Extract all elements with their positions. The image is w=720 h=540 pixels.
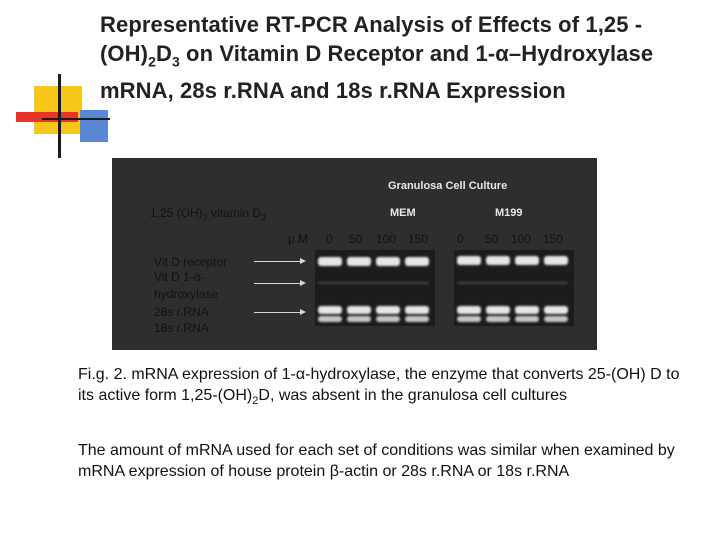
pm-unit-label: p.M (288, 232, 309, 246)
treatment-label: 1,25 $(OH)_2$ vitamin $D_3$ (150, 206, 267, 223)
dose-m199-100: 100 (511, 232, 532, 246)
group-label-mem: MEM (390, 207, 416, 219)
band-18s-mem-50 (347, 316, 371, 322)
band-vdr-mem-0 (318, 257, 342, 266)
dose-m199-50: 50 (485, 232, 499, 246)
band-18s-m199-100 (515, 316, 539, 322)
band-vdr-mem-50 (347, 257, 371, 266)
title-part3: on Vitamin D Receptor and 1-α–Hydroxylase mRNA, 28s r.RNA and 18s r.RNA Expression (100, 41, 654, 104)
band-vdr-m199-0 (457, 256, 481, 265)
row-label-hydroxylase-2: hydroxylase (154, 287, 219, 301)
band-28s-m199-50 (486, 306, 510, 314)
band-18s-mem-0 (318, 316, 342, 322)
decor-horizontal-line (42, 118, 110, 120)
title-part1: Representative RT-PCR Analysis of Effects of 1,25 -(OH) (100, 12, 643, 66)
dose-mem-150: 150 (408, 232, 429, 246)
slide-title (100, 10, 710, 105)
band-vdr-m199-100 (515, 256, 539, 265)
band-18s-m199-50 (486, 316, 510, 322)
decor-vertical-line (58, 74, 61, 158)
band-hydroxylase-mem (318, 282, 429, 284)
band-28s-mem-100 (376, 306, 400, 314)
band-18s-mem-100 (376, 316, 400, 322)
dose-mem-50: 50 (349, 232, 363, 246)
dose-mem-0: 0 (326, 232, 333, 246)
band-hydroxylase-m199 (457, 282, 568, 284)
decor-blue-square (80, 110, 108, 142)
row-label-hydroxylase-1: Vit D 1-α- (154, 270, 205, 284)
band-28s-mem-50 (347, 306, 371, 314)
row-label-28s: 28s r.RNA (154, 305, 209, 319)
band-18s-mem-150 (405, 316, 429, 322)
dose-m199-150: 150 (543, 232, 564, 246)
arrow-vdr (254, 261, 304, 262)
band-28s-m199-0 (457, 306, 481, 314)
caption-figure: Fi.g. 2. mRNA expression of 1-α-hydroxylase, the enzyme that converts 25-(OH) D to its active form $1,25-(OH)_2D$, was absent in the granulosa cell cultures (78, 366, 680, 408)
band-18s-m199-150 (544, 316, 568, 322)
band-vdr-mem-100 (376, 257, 400, 266)
row-label-vdr: Vit D receptor (154, 255, 228, 269)
title-sub1: 2 (148, 53, 156, 70)
band-18s-m199-0 (457, 316, 481, 322)
decor-red-bar (16, 112, 78, 122)
dose-mem-100: 100 (376, 232, 397, 246)
row-label-18s: 18s r.RNA (154, 321, 209, 335)
group-label-m199: M199 (495, 207, 523, 219)
gel-header: Granulosa Cell Culture (388, 180, 508, 192)
band-vdr-m199-150 (544, 256, 568, 265)
title-part2: D (155, 41, 172, 66)
arrow-hydroxylase (254, 283, 304, 284)
band-28s-mem-150 (405, 306, 429, 314)
dose-m199-0: 0 (457, 232, 464, 246)
arrow-rrna (254, 312, 304, 313)
band-28s-m199-150 (544, 306, 568, 314)
band-28s-mem-0 (318, 306, 342, 314)
caption-note: The amount of mRNA used for each set of conditions was similar when examined by mRNA expression of house protein β-actin or 28s r.RNA or 18s r.RNA (78, 442, 675, 480)
band-vdr-m199-50 (486, 256, 510, 265)
title-sub2: 3 (171, 53, 180, 70)
band-28s-m199-100 (515, 306, 539, 314)
band-vdr-mem-150 (405, 257, 429, 266)
